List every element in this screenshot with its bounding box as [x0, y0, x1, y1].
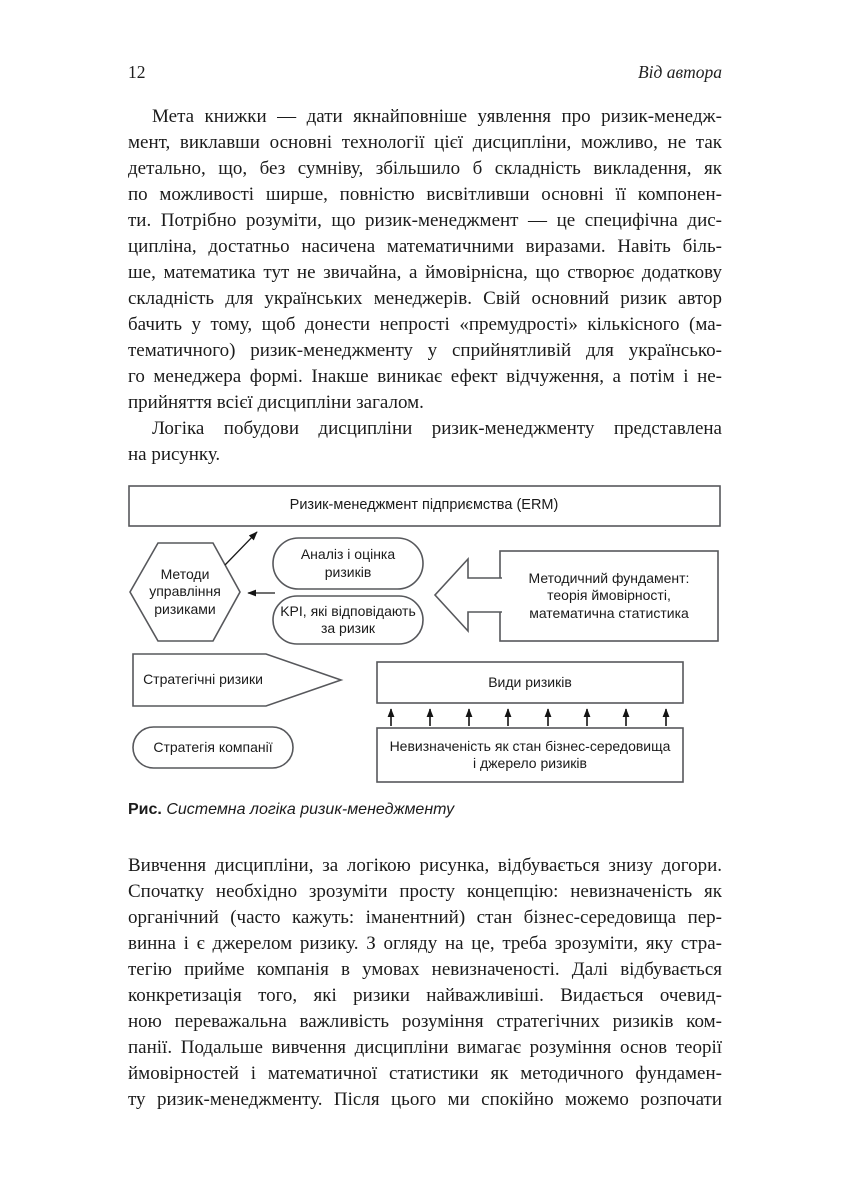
risk-types-label: Види ризиків: [488, 673, 572, 690]
diagram-label-line: управління: [149, 583, 221, 600]
body-line: органічний (часто кажуть: іманентний) стан бізнес-середовища пер-: [128, 907, 722, 928]
body-line: на рисунку.: [128, 444, 221, 465]
diagram-label-line: теорія ймовірності,: [547, 587, 671, 604]
methods-hexagon-label: [135, 543, 235, 641]
paragraph-2: [128, 416, 722, 468]
body-line: тематичного) ризик-менеджменту у сприйнятливій для українсько-: [128, 340, 722, 361]
figure-caption-text: Системна логіка ризик-менеджменту: [166, 801, 455, 818]
body-line: конкретизація того, які ризики найважливіші. Видається очевид-: [128, 985, 722, 1006]
body-line: ше, математика тут не звичайна, а ймовірнісна, що створює додаткову: [128, 262, 722, 283]
body-line: Вивчення дисципліни, за логікою рисунка, відбувається знизу догори.: [128, 855, 722, 876]
strategic-risks-label: Стратегічні ризики: [143, 671, 263, 688]
body-line: панії. Подальше вивчення дисципліни вимагає розуміння основ теорії: [128, 1037, 722, 1058]
page-header: [128, 62, 722, 84]
body-line: ймовірностей і математичної статистики як методичного фундамен-: [128, 1063, 722, 1084]
body-line: по можливості ширше, повністю висвітливши основні її компонен-: [128, 184, 722, 205]
running-title: Від автора: [637, 62, 722, 82]
figure-caption-label: Рис.: [128, 801, 162, 818]
diagram-label-line: математична статистика: [529, 604, 689, 621]
body-line: винна і є джерелом ризику. З огляду на це, треба зрозуміти, яку стра-: [128, 933, 722, 954]
body-line: детально, що, без сумніву, збільшило б складність викладення, як: [128, 158, 722, 179]
page-number: 12: [128, 62, 146, 82]
diagram-label-line: Аналіз і оцінка: [300, 546, 396, 562]
diagram-label-line: Методичний фундамент:: [528, 569, 690, 586]
body-line: бачить у тому, щоб донести непрості «премудрості» кількісного (ма-: [128, 314, 722, 335]
company-strategy-label: Стратегія компанії: [153, 738, 273, 755]
diagram-label-line: Невизначеність як стан бізнес-середовища: [389, 737, 671, 754]
body-line: ною переважальна важливість розуміння стратегічних ризиків ком-: [128, 1011, 722, 1032]
figure-diagram: [128, 485, 722, 783]
body-line: Мета книжки — дати якнайповніше уявлення про ризик-менедж-: [152, 106, 722, 127]
body-line: мент, виклавши основні технології цієї дисципліни, можливо, не так: [128, 132, 722, 153]
diagram-label-line: ризиками: [154, 600, 216, 617]
foundation-block-arrow: [435, 559, 502, 631]
body-line: ту ризик-менеджменту. Після цього ми спокійно можемо розпочати: [128, 1089, 722, 1110]
analysis-stadium-label: [273, 538, 423, 589]
diagram-label-line: і джерело ризиків: [473, 755, 587, 771]
body-line: прийняття всієї дисципліни загалом.: [128, 392, 424, 413]
body-line: складність для українських менеджерів. Свій основний ризик автор: [128, 288, 722, 309]
paragraph-3: [128, 853, 722, 1113]
body-line: ципліна, достатньо насичена математичними виразами. Навіть біль-: [128, 236, 722, 257]
diagram-label-line: за ризик: [320, 620, 376, 636]
body-line: Логіка побудови дисципліни ризик-менеджменту представлена: [152, 418, 722, 439]
paragraph-1: [128, 104, 722, 416]
diagram-label-line: KPI, які відповідають: [280, 602, 416, 619]
body-line: Спочатку необхідно зрозуміти просту концепцію: невизначеність як: [128, 881, 722, 902]
figure-caption: [128, 801, 722, 823]
kpi-stadium-label: [273, 596, 423, 644]
erm-box-label: Ризик-менеджмент підприємства (ERM): [289, 496, 559, 513]
body-line: ти. Потрібно розуміти, що ризик-менеджмент — це специфічна дис-: [128, 210, 722, 231]
body-line: го менеджера формі. Інакше виникає ефект відчуження, а потім і не-: [128, 366, 722, 387]
diagram-label-line: Методи: [160, 565, 210, 582]
body-line: тегію прийме компанія в умовах невизначеності. Далі відбувається: [128, 959, 722, 980]
diagram-label-line: ризиків: [324, 563, 372, 580]
uncertainty-label: [377, 728, 683, 782]
foundation-box-label: [500, 551, 718, 641]
